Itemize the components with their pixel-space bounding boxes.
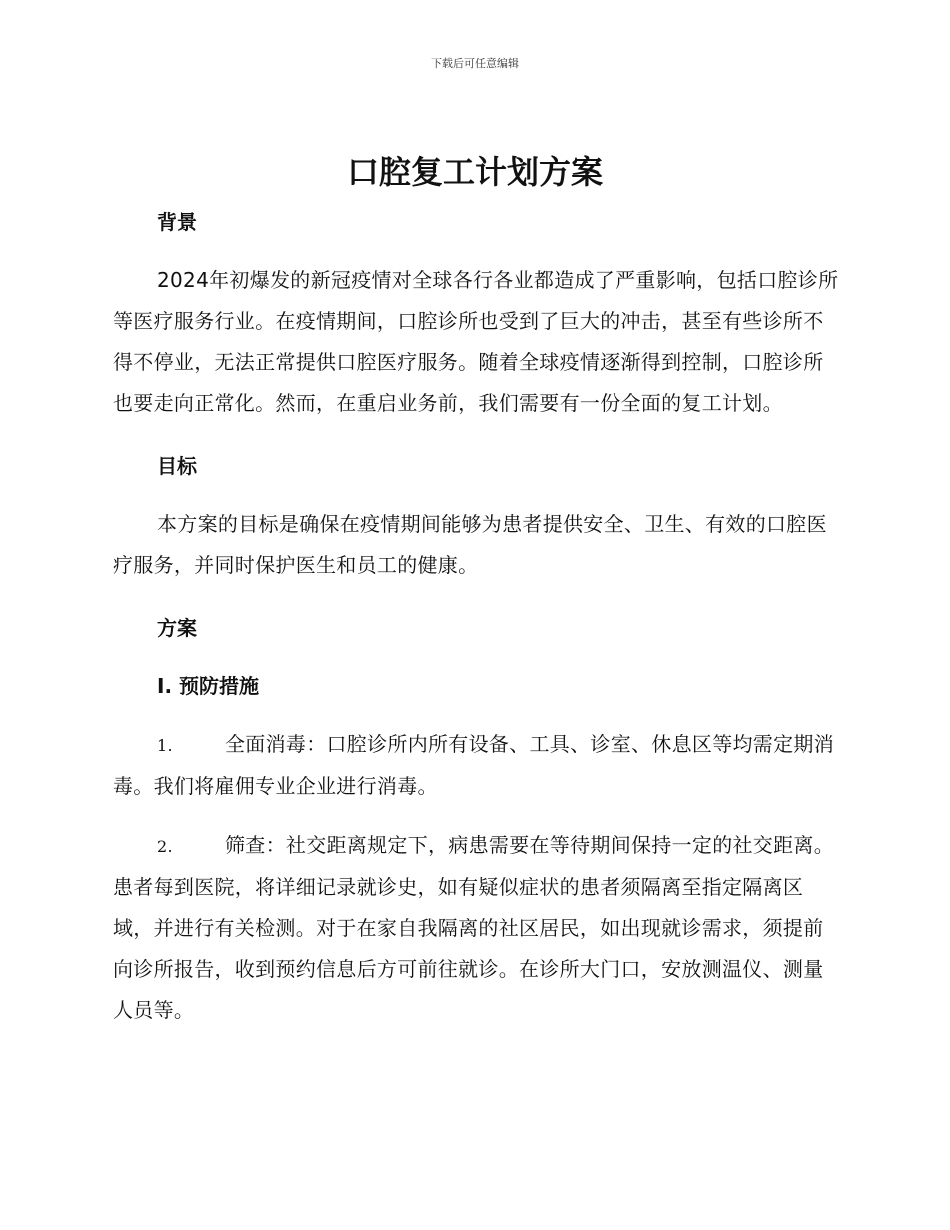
- list-item: [113, 825, 841, 1031]
- section-heading-plan: 方案: [157, 616, 197, 640]
- list-item-number: 2.: [157, 837, 173, 856]
- section-body-background: 2024年初爆发的新冠疫情对全球各行各业都造成了严重影响，包括口腔诊所等医疗服务行业。在疫情期间，口腔诊所也受到了巨大的冲击，甚至有些诊所不得不停业，无法正常提供口腔医疗服务。随着全球疫情逐渐得到控制，口腔诊所也要走向正常化。然而，在重启业务前，我们需要有一份全面的复工计划。: [113, 268, 839, 415]
- section-body-goal: 本方案的目标是确保在疫情期间能够为患者提供安全、卫生、有效的口腔医疗服务，并同时保护医生和员工的健康。: [113, 512, 827, 577]
- page-header-note: 下载后可任意编辑: [431, 57, 519, 70]
- section-heading-goal: 目标: [157, 454, 197, 478]
- list-item-number: 1.: [157, 736, 173, 755]
- section-heading-background: 背景: [157, 210, 197, 234]
- subsection-heading-prevention: Ⅰ. 预防措施: [157, 674, 260, 698]
- document-title: 口腔复工计划方案: [346, 153, 603, 191]
- list-item-text: 筛查：社交距离规定下，病患需要在等待期间保持一定的社交距离。患者每到医院，将详细记录就诊史，如有疑似症状的患者须隔离至指定隔离区域，并进行有关检测。对于在家自我隔离的社区居民，如出现就诊需求，须提前向诊所报告，收到预约信息后方可前往就诊。在诊所大门口，安放测温仪、测量人员等。: [113, 833, 834, 1022]
- list-item: [113, 724, 841, 807]
- list-item-text: 全面消毒：口腔诊所内所有设备、工具、诊室、休息区等均需定期消毒。我们将雇佣专业企业进行消毒。: [113, 732, 834, 798]
- document-body: [113, 202, 841, 1031]
